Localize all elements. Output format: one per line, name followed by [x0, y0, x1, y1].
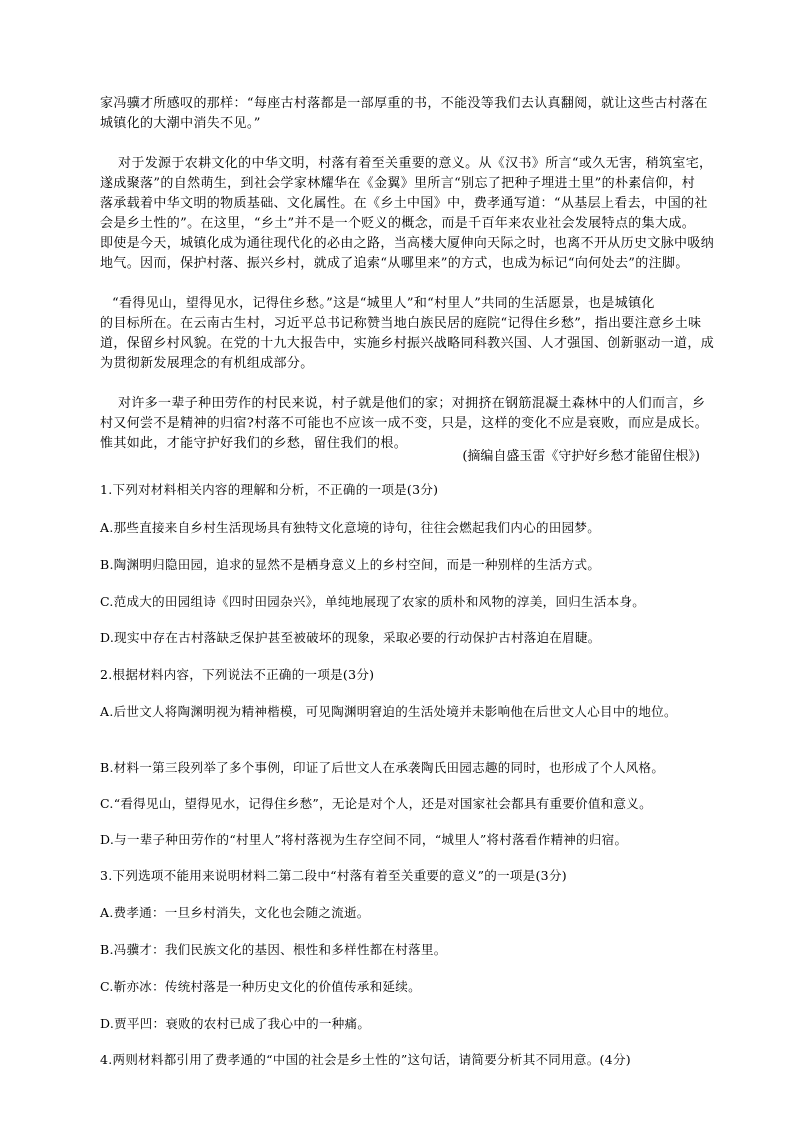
para2-line-5: 即使是今天，城镇化成为通往现代化的必由之路，当高楼大厦伸向天际之时，也离不开从历史文脉中吸纳	[100, 236, 715, 251]
para2-line-2: 遂成聚落”的自然萌生，到社会学家林耀华在《金翼》里所言“别忘了把种子埋进土里”的朴素信仰，村	[100, 176, 696, 191]
q2-stem: 2.根据材料内容，下列说法不正确的一项是(3分)	[100, 667, 375, 682]
intro-line-1: 家冯骥才所感叹的那样：“每座古村落都是一部厚重的书，不能没等我们去认真翻阅，就让这些古村落在	[100, 96, 708, 111]
q2-option-d: D.与一辈子种田劳作的“村里人”将村落视为生存空间不同，“城里人”将村落看作精神的归宿。	[100, 832, 628, 847]
para2-line-1: 对于发源于农耕文化的中华文明，村落有着至关重要的意义。从《汉书》所言“或久无害，稍筑室宅，	[118, 156, 713, 171]
para3-line-3: 道，保留乡村风貌。在党的十九大报告中，实施乡村振兴战略同科教兴国、人才强国、创新驱动一道，成	[100, 336, 715, 351]
q1-stem: 1.下列对材料相关内容的理解和分析，不正确的一项是(3分)	[100, 482, 439, 497]
para2-line-4: 会是乡土性的”。在这里，“乡土”并不是一个贬义的概念，而是千百年来农业社会发展特点的集大成。	[100, 216, 696, 231]
para3-line-1: “看得见山，望得见水，记得住乡愁。”这是“城里人”和“村里人”共同的生活愿景，也是城镇化	[112, 296, 655, 311]
para3-line-4: 为贯彻新发展理念的有机组成部分。	[100, 356, 314, 371]
q2-option-b: B.材料一第三段列举了多个事例，印证了后世文人在承袭陶氏田园志趣的同时，也形成了个人风格。	[100, 760, 665, 775]
q1-option-c: C.范成大的田园组诗《四时田园杂兴》，单纯地展现了农家的质朴和风物的淳美，回归生活本身。	[100, 594, 646, 609]
q1-option-a: A.那些直接来自乡村生活现场具有独特文化意境的诗句，往往会燃起我们内心的田园梦。	[100, 520, 601, 535]
para3-line-2: 的目标所在。在云南古生村，习近平总书记称赞当地白族民居的庭院“记得住乡愁”，指出要注意乡土味	[100, 316, 702, 331]
q1-option-b: B.陶渊明归隐田园，追求的显然不是栖身意义上的乡村空间，而是一种别样的生活方式。	[100, 557, 601, 572]
q2-option-a: A.后世文人将陶渊明视为精神楷模，可见陶渊明窘迫的生活处境并未影响他在后世文人心目中的地位。	[100, 704, 677, 719]
para4-line-1: 对许多一辈子种田劳作的村民来说，村子就是他们的家；对拥挤在钢筋混凝土森林中的人们而言，乡	[118, 396, 706, 411]
q3-option-d: D.贾平凹：衰败的农村已成了我心中的一种痛。	[100, 1016, 371, 1031]
q3-stem: 3.下列选项不能用来说明材料二第二段中“村落有着至关重要的意义”的一项是(3分)	[100, 868, 567, 883]
para2-line-6: 地气。因而，保护村落、振兴乡村，就成了追索“从哪里来”的方式，也成为标记“向何处去”的注脚。	[100, 256, 689, 271]
q3-option-c: C.靳亦冰：传统村落是一种历史文化的价值传承和延续。	[100, 979, 421, 994]
source-citation: (摘编自盛玉雷《守护好乡愁才能留住根》)	[462, 449, 700, 464]
q2-option-c: C.“看得见山，望得见水，记得住乡愁”，无论是对个人，还是对国家社会都具有重要价值和意义。	[100, 796, 652, 811]
q4-stem: 4.两则材料都引用了费孝通的“中国的社会是乡土性的”这句话，请简要分析其不同用意。(4分)	[100, 1052, 631, 1067]
para2-line-3: 落承载着中华文明的物质基础、文化属性。在《乡土中国》中，费孝通写道：“从基层上看去，中国的社	[100, 196, 708, 211]
q3-option-a: A.费孝通：一旦乡村消失，文化也会随之流逝。	[100, 905, 370, 920]
q1-option-d: D.现实中存在古村落缺乏保护甚至被破坏的现象，采取必要的行动保护古村落迫在眉睫。	[100, 630, 601, 645]
para4-line-3: 惟其如此，才能守护好我们的乡愁，留住我们的根。	[100, 436, 408, 451]
para4-line-2: 村又何尝不是精神的归宿?村落不可能也不应该一成不变，只是，这样的变化不应是衰败，而应是成长。	[100, 416, 709, 431]
intro-line-2: 城镇化的大潮中消失不见。”	[100, 116, 261, 131]
q3-option-b: B.冯骥才：我们民族文化的基因、根性和多样性都在村落里。	[100, 942, 447, 957]
